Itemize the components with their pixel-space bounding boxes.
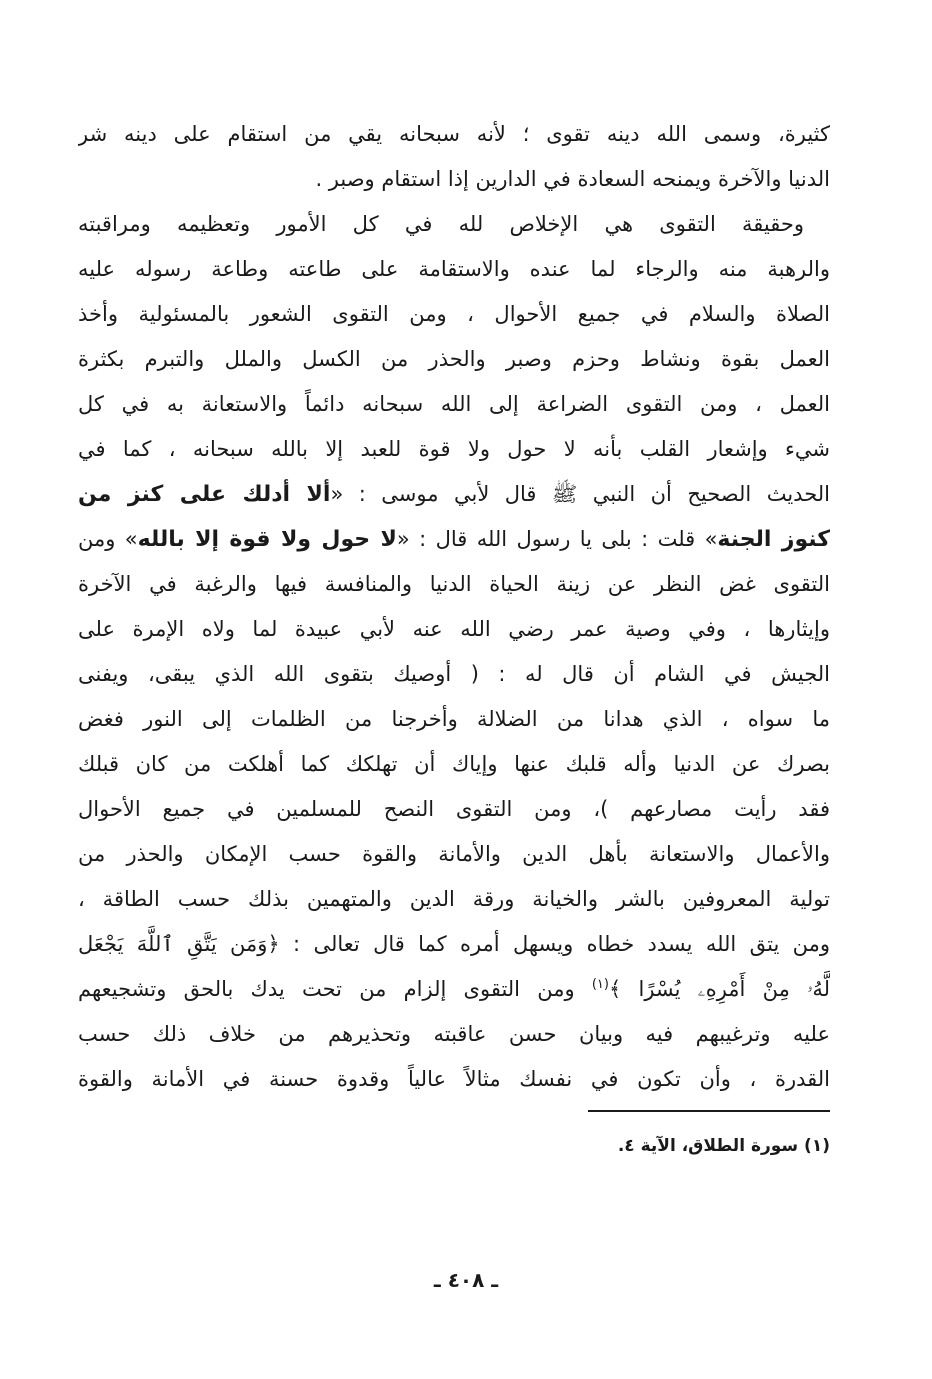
text-run: » قلت : بلى يا رسول الله قال : « xyxy=(396,527,718,551)
text-line xyxy=(78,382,830,427)
text-run: تولية المعروفين بالشر والخيانة ورقة الدين والمتهمين بذلك حسب الطاقة ، xyxy=(78,887,830,911)
text-run: العمل بقوة ونشاط وحزم وصبر والحذر من الكسل والملل والتبرم بكثرة xyxy=(78,347,830,371)
text-line xyxy=(78,562,830,607)
text-line xyxy=(78,922,830,967)
text-run: وحقيقة التقوى هي الإخلاص لله في كل الأمور وتعظيمه ومراقبته xyxy=(78,212,804,236)
quran-verse: لَّهُۥ مِنْ أَمْرِهِۦ يُسْرًا xyxy=(638,977,830,1001)
text-line xyxy=(78,1057,830,1102)
text-run: ﴾ xyxy=(608,977,639,1001)
footnote-divider xyxy=(588,1110,830,1112)
text-run: العمل ، ومن التقوى الضراعة إلى الله سبحانه دائماً والاستعانة به في كل xyxy=(78,392,830,416)
footnote: (١) سورة الطلاق، الآية ٤. xyxy=(617,1136,830,1156)
text-line xyxy=(78,877,830,922)
text-line xyxy=(78,472,830,517)
text-run: وإيثارها ، وفي وصية عمر رضي الله عنه لأبي عبيدة لما ولاه الإمرة على xyxy=(78,617,830,641)
text-line xyxy=(78,112,830,157)
text-run: كثيرة، وسمى الله دينه تقوى ؛ لأنه سبحانه يقي من استقام على دينه شر xyxy=(78,122,830,146)
text-run: الجيش في الشام أن قال له : ( أوصيك بتقوى الله الذي يبقى، ويفنى xyxy=(78,662,830,686)
text-line xyxy=(78,832,830,877)
main-text xyxy=(78,112,830,1102)
text-run: الدنيا والآخرة ويمنحه السعادة في الدارين إذا استقام وصبر . xyxy=(315,167,830,191)
text-run: والأعمال والاستعانة بأهل الدين والأمانة والقوة حسب الإمكان والحذر من xyxy=(78,842,830,866)
text-line xyxy=(78,517,830,562)
text-line xyxy=(78,967,830,1012)
text-line xyxy=(78,202,830,247)
footnote-marker: (١) xyxy=(591,977,609,992)
text-run: ومن التقوى إلزام من تحت يدك بالحق وتشجيعهم xyxy=(78,977,592,1001)
text-run: ما سواه ، الذي هدانا من الضلالة وأخرجنا من الظلمات إلى النور فغض xyxy=(78,707,830,731)
text-line xyxy=(78,247,830,292)
text-run: عليه وترغيبهم فيه وبيان حسن عاقبته وتحذيرهم من خلاف ذلك حسب xyxy=(78,1022,830,1046)
text-run: والرهبة منه والرجاء لما عنده والاستقامة على طاعته وطاعة رسوله عليه xyxy=(78,257,830,281)
quran-verse: وَمَن يَتَّقِ ٱللَّهَ يَجْعَل xyxy=(78,932,268,956)
text-run: بصرك عن الدنيا وأله قلبك عنها وإياك أن تهلكك كما أهلكت من كان قبلك xyxy=(78,752,830,776)
text-run: القدرة ، وأن تكون في نفسك مثالاً عالياً وقدوة حسنة في الأمانة والقوة xyxy=(78,1067,830,1091)
text-line xyxy=(78,292,830,337)
text-line xyxy=(78,1012,830,1057)
text-run: الصلاة والسلام في جميع الأحوال ، ومن التقوى الشعور بالمسئولية وأخذ xyxy=(78,302,830,326)
text-run: الحديث الصحيح أن النبي ﷺ قال لأبي موسى : « xyxy=(330,482,830,506)
page-number: ـ ٤٠٨ ـ xyxy=(433,1268,499,1292)
text-line xyxy=(78,652,830,697)
hadith-quote: كنوز الجنة xyxy=(717,527,830,552)
hadith-quote: لا حول ولا قوة إلا بالله xyxy=(137,527,397,552)
text-line xyxy=(78,607,830,652)
text-line xyxy=(78,787,830,832)
text-line xyxy=(78,697,830,742)
text-line xyxy=(78,337,830,382)
text-line xyxy=(78,157,830,202)
text-run: التقوى غض النظر عن زينة الحياة الدنيا والمنافسة فيها والرغبة في الآخرة xyxy=(78,572,830,596)
text-run: ومن يتق الله يسدد خطاه ويسهل أمره كما قال تعالى : ﴿ xyxy=(267,932,830,956)
text-line xyxy=(78,742,830,787)
text-run: شيء وإشعار القلب بأنه لا حول ولا قوة للعبد إلا بالله سبحانه ، كما في xyxy=(78,437,830,461)
text-line xyxy=(78,427,830,472)
text-run: فقد رأيت مصارعهم )، ومن التقوى النصح للمسلمين في جميع الأحوال xyxy=(78,797,830,821)
hadith-quote: ألا أدلك على كنز من xyxy=(78,482,331,507)
text-run: » ومن xyxy=(78,527,138,551)
